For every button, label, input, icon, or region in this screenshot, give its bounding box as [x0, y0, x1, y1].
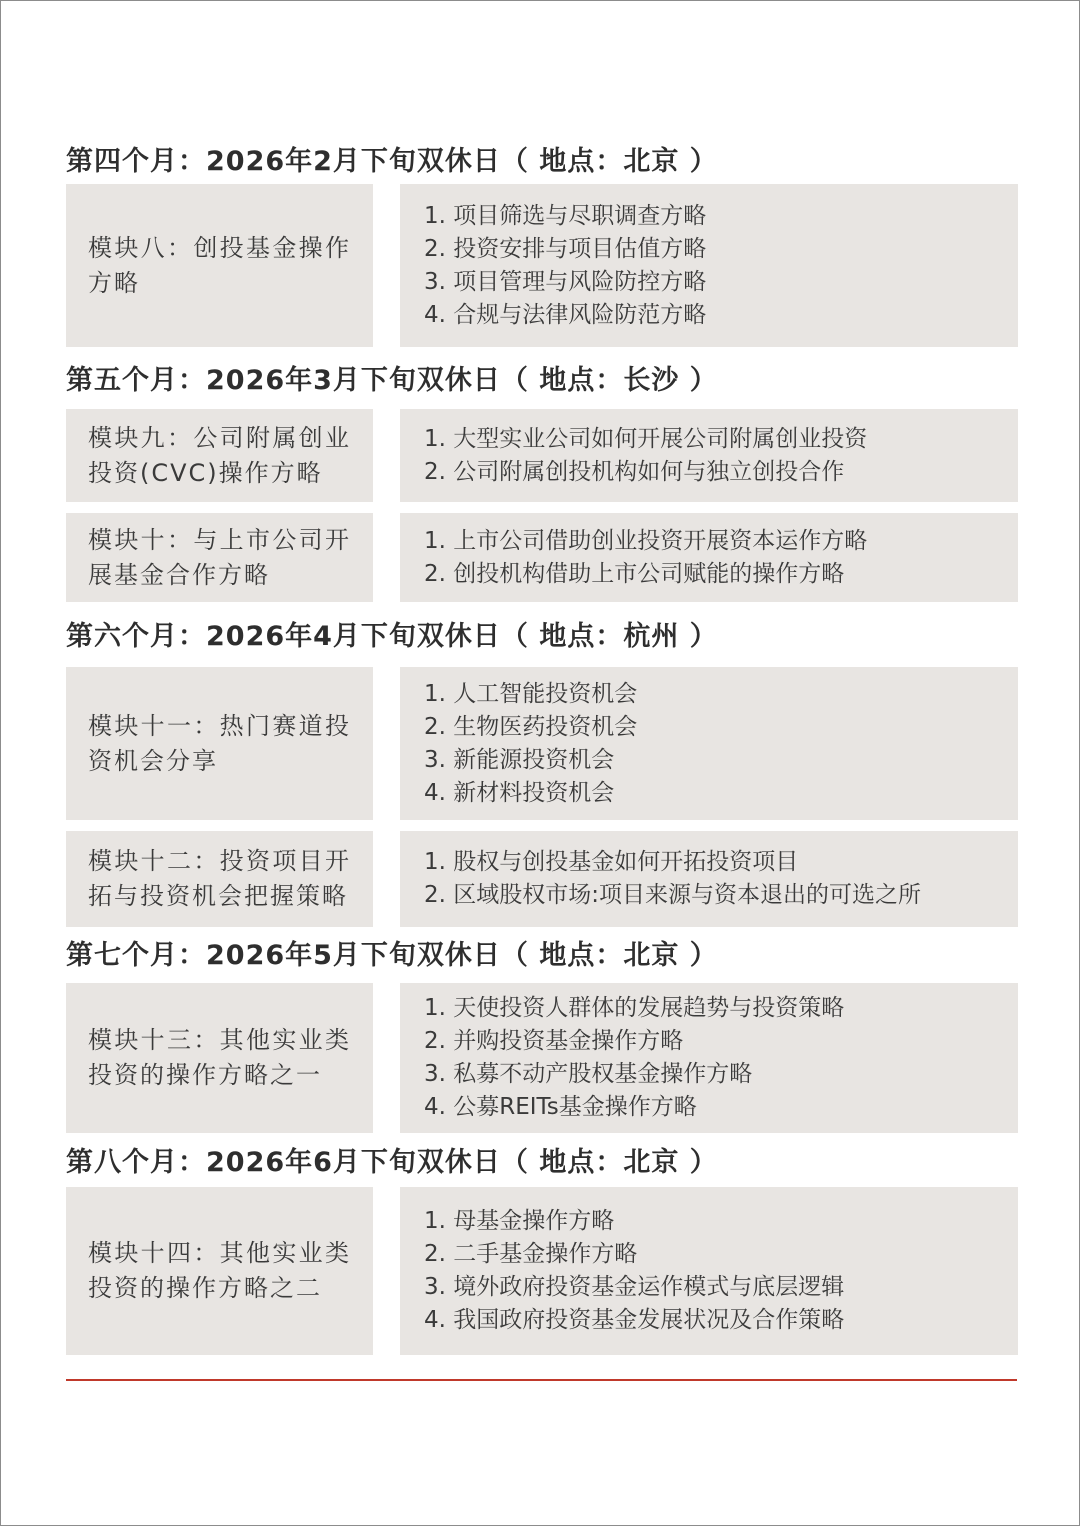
bottom-divider [66, 1379, 1017, 1381]
module-row [66, 513, 1018, 602]
module-row [66, 409, 1018, 502]
month-section [66, 934, 1018, 1144]
topic-item: 1. 天使投资人群体的发展趋势与投资策略 [424, 995, 845, 1021]
module-row [66, 184, 1018, 347]
module-title-box [66, 1187, 373, 1355]
topic-item: 2. 并购投资基金操作方略 [424, 1028, 684, 1054]
topic-item: 3. 私募不动产股权基金操作方略 [424, 1061, 753, 1087]
topic-item: 4. 新材料投资机会 [424, 779, 615, 806]
module-title-box [66, 513, 373, 602]
module-topics-box [400, 667, 1018, 820]
topic-item: 1. 大型实业公司如何开展公司附属创业投资 [424, 425, 868, 452]
month-section [66, 1141, 1018, 1366]
module-title-box [66, 184, 373, 347]
module-title: 模块十二：投资项目开拓与投资机会把握策略 [88, 847, 351, 910]
module-title-box [66, 983, 373, 1133]
module-title: 模块十四：其他实业类投资的操作方略之二 [88, 1239, 351, 1302]
topic-item: 2. 二手基金操作方略 [424, 1241, 638, 1267]
module-row [66, 667, 1018, 820]
module-title-box [66, 831, 373, 927]
module-title: 模块十：与上市公司开展基金合作方略 [88, 525, 351, 589]
month-section [66, 140, 1018, 358]
topic-item: 1. 上市公司借助创业投资开展资本运作方略 [424, 527, 868, 554]
topic-item: 2. 公司附属创投机构如何与独立创投合作 [424, 458, 845, 485]
topic-item: 4. 我国政府投资基金发展状况及合作策略 [424, 1307, 845, 1333]
topic-item: 2. 生物医药投资机会 [424, 713, 638, 740]
topic-item: 1. 人工智能投资机会 [424, 680, 638, 707]
module-title: 模块八：创投基金操作方略 [88, 233, 351, 297]
module-row [66, 983, 1018, 1133]
module-title: 模块十一：热门赛道投资机会分享 [88, 711, 351, 775]
module-row [66, 1187, 1018, 1355]
module-title-box [66, 667, 373, 820]
module-topics-box [400, 513, 1018, 602]
topic-item: 3. 项目管理与风险防控方略 [424, 268, 707, 295]
month-heading: 第四个月：2026年2月下旬双休日（ 地点：北京 ） [66, 146, 718, 177]
month-section [66, 615, 1018, 938]
topic-item: 2. 创投机构借助上市公司赋能的操作方略 [424, 560, 845, 587]
module-title-box [66, 409, 373, 502]
topic-item: 3. 新能源投资机会 [424, 746, 615, 773]
topic-item: 4. 合规与法律风险防范方略 [424, 301, 707, 328]
month-heading: 第七个月：2026年5月下旬双休日（ 地点：北京 ） [66, 940, 718, 971]
module-topics-box [400, 1187, 1018, 1355]
topic-item: 1. 股权与创投基金如何开拓投资项目 [424, 849, 799, 875]
month-section [66, 359, 1018, 613]
module-topics-box [400, 184, 1018, 347]
month-heading: 第五个月：2026年3月下旬双休日（ 地点：长沙 ） [66, 365, 718, 396]
module-topics-box [400, 983, 1018, 1133]
module-topics-box [400, 409, 1018, 502]
topic-item: 3. 境外政府投资基金运作模式与底层逻辑 [424, 1274, 845, 1300]
month-heading: 第八个月：2026年6月下旬双休日（ 地点：北京 ） [66, 1147, 718, 1178]
module-title: 模块十三：其他实业类投资的操作方略之一 [88, 1026, 351, 1089]
month-heading: 第六个月：2026年4月下旬双休日（ 地点：杭州 ） [66, 621, 718, 652]
module-topics-box [400, 831, 1018, 927]
module-row [66, 831, 1018, 927]
topic-item: 2. 投资安排与项目估值方略 [424, 235, 707, 262]
topic-item: 2. 区域股权市场:项目来源与资本退出的可选之所 [424, 882, 922, 908]
topic-item: 1. 母基金操作方略 [424, 1208, 615, 1234]
topic-item: 1. 项目筛选与尽职调查方略 [424, 202, 707, 229]
topic-item: 4. 公募REITs基金操作方略 [424, 1094, 697, 1120]
module-title: 模块九：公司附属创业投资(CVC)操作方略 [88, 423, 351, 487]
